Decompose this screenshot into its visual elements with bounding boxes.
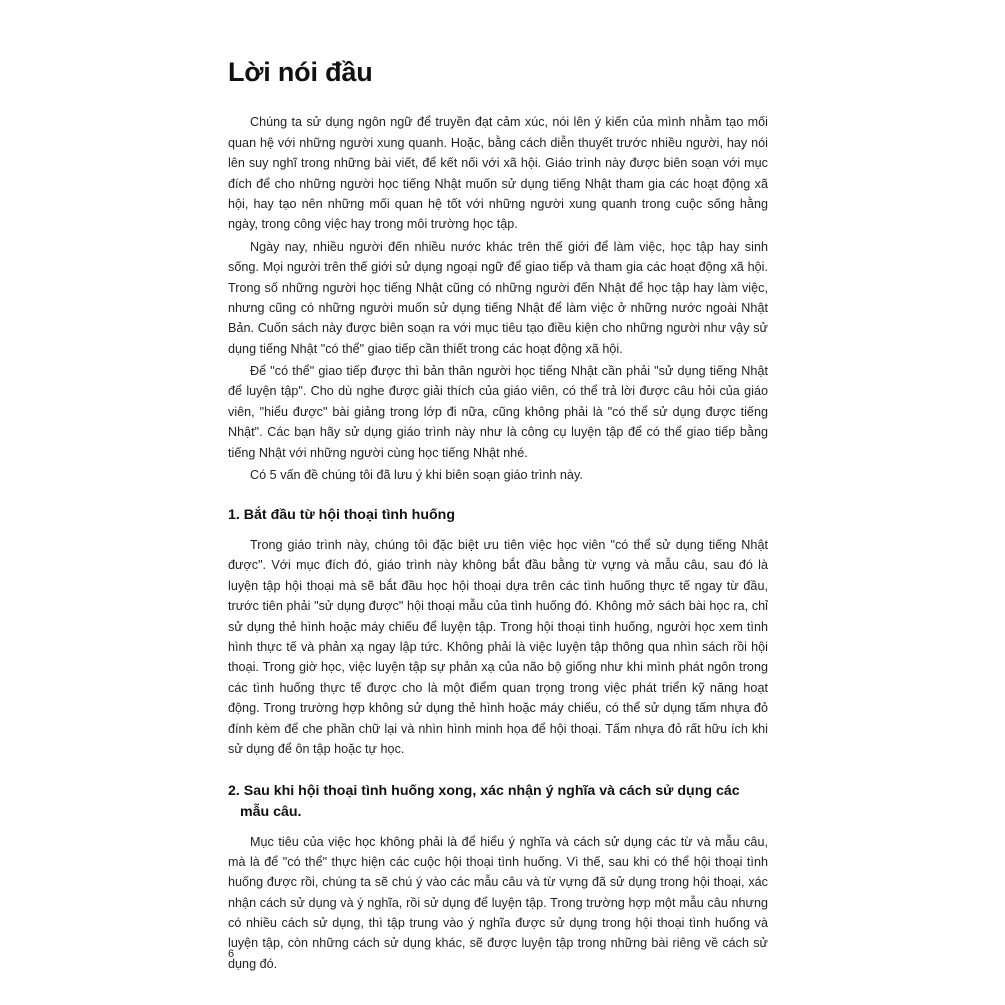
section-heading-2: 2. Sau khi hội thoại tình huống xong, xác nhận ý nghĩa và cách sử dụng các mẫu câu.	[228, 783, 740, 820]
section-heading-1: 1. Bắt đầu từ hội thoại tình huống	[228, 507, 455, 524]
paragraph: Để "có thể" giao tiếp được thì bản thân người học tiếng Nhật cần phải "sử dụng tiếng Nhật để luyện tập". Cho dù nghe được giải thích của giáo viên, có thể trả lời được câu hỏi của giáo viên, "hiểu được" bài giảng trong lớp đi nữa, cũng không phải là "có thể sử dụng được tiếng Nhật". Các bạn hãy sử dụng giáo trình này như là công cụ luyện tập để có thể giao tiếp bằng tiếng Nhật với những người cùng học tiếng Nhật nhé.	[228, 364, 768, 460]
paragraph: Ngày nay, nhiều người đến nhiều nước khác trên thế giới để làm việc, học tập hay sinh sống. Mọi người trên thế giới sử dụng ngoại ngữ để giao tiếp và tham gia các hoạt động xã hội. Trong số những người học tiếng Nhật cũng có những người đến Nhật để học tập hay làm việc, nhưng cũng có những người muốn sử dụng tiếng Nhật để làm việc ở những nước ngoài Nhật Bản. Cuốn sách này được biên soạn ra với mục tiêu tạo điều kiện cho những người như vậy sử dụng tiếng Nhật "có thể" giao tiếp cần thiết trong các hoạt động xã hội.	[228, 239, 768, 356]
paragraph: Có 5 vấn đề chúng tôi đã lưu ý khi biên soạn giáo trình này.	[250, 468, 583, 483]
page-title: Lời nói đầu	[228, 57, 373, 87]
paragraph: Mục tiêu của việc học không phải là để hiểu ý nghĩa và cách sử dụng các từ và mẫu câu, mà là để "có thể" thực hiện các cuộc hội thoại tình huống. Vì thế, sau khi có thể hội thoại tình huống được rồi, chúng ta sẽ chú ý vào các mẫu câu và từ vựng đã sử dụng trong hội thoại, xác nhận cách sử dụng và ý nghĩa, rồi sử dụng để luyện tập. Trong trường hợp một mẫu câu nhưng có nhiều cách sử dụng, thì tập trung vào ý nghĩa được sử dụng trong hội thoại tình huống và luyện tập, còn những cách sử dụng khác, sẽ được luyện tập trong những bài riêng về cách sử dụng đó.	[228, 834, 768, 971]
page-content	[228, 56, 768, 976]
paragraph: Chúng ta sử dụng ngôn ngữ để truyền đạt cảm xúc, nói lên ý kiến của mình nhằm tạo mối quan hệ với những người xung quanh. Hoặc, bằng cách diễn thuyết trước nhiều người, hay nói lên suy nghĩ trong những bài viết, để kết nối với xã hội. Giáo trình này được biên soạn với mục đích để cho những người học tiếng Nhật muốn sử dụng tiếng Nhật tham gia các hoạt động xã hội, hay tạo nên những mối quan hệ tốt với những người xung quanh trong cuộc sống hằng ngày, trong công việc hay trong môi trường học tập.	[228, 115, 768, 232]
page-number: 6	[228, 948, 235, 960]
paragraph: Trong giáo trình này, chúng tôi đặc biệt ưu tiên việc học viên "có thể sử dụng tiếng Nhật được". Với mục đích đó, giáo trình này không bắt đầu bằng từ vựng và mẫu câu, sau đó là luyện tập hội thoại mà sẽ bắt đầu học hội thoại dựa trên các tình huống thực tế ngay từ đầu, trước tiên phải "sử dụng được" hội thoại mẫu của tình huống đó. Không mở sách bài học ra, chỉ sử dụng thẻ hình hoặc máy chiếu để luyện tập. Trong hội thoại tình huống, người học xem tình hình thực tế và phản xạ ngay lập tức. Không phải là việc luyện tập thông qua nhìn sách rồi hội thoại. Trong giờ học, việc luyện tập sự phản xạ của não bộ giống như khi mình phát ngôn trong các tình huống thực tế được cho là một điểm quan trọng trong việc phát triển kỹ năng hoạt động. Trong trường hợp không sử dụng thẻ hình hoặc máy chiếu, có thể sử dụng tấm nhựa đỏ đính kèm để che phần chữ lại và nhìn hình minh họa để hội thoại. Tấm nhựa đỏ rất hữu ích khi sử dụng để ôn tập hoặc tự học.	[228, 538, 768, 756]
